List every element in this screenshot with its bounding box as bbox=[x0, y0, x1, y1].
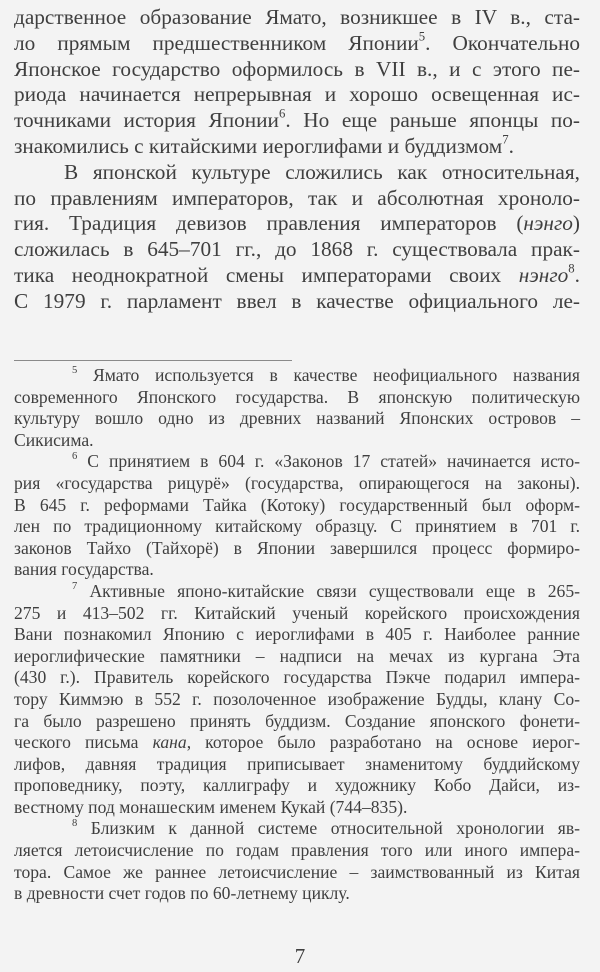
text-line bbox=[14, 451, 580, 473]
text-line bbox=[14, 495, 580, 517]
text-line bbox=[14, 82, 580, 108]
text-segment: проповеднику, поэту, каллиграфу и художнику Кобо Дайси, из- bbox=[14, 775, 580, 796]
text-segment: по правлениям императоров, так и абсолютная хроноло- bbox=[14, 185, 580, 210]
text-segment: гия. Традиция девизов правления императоров ( bbox=[14, 211, 524, 236]
text-line bbox=[14, 775, 580, 797]
text-segment: тору Киммэю в 552 г. позолоченное изображение Будды, клану Со- bbox=[14, 688, 580, 709]
footnote-ref: 5 bbox=[418, 29, 426, 44]
text-line bbox=[14, 581, 580, 603]
text-line bbox=[14, 186, 580, 212]
text-segment: вестному под монашеским именем Кукай (744–835). bbox=[14, 796, 408, 817]
text-segment: . Окончательно bbox=[425, 30, 580, 55]
text-segment: . bbox=[574, 262, 580, 287]
text-line bbox=[14, 5, 580, 31]
italic-term: кана bbox=[152, 732, 187, 753]
text-segment: Ямато используется в качестве неофициального названия bbox=[77, 365, 580, 385]
text-line bbox=[14, 289, 580, 315]
text-line bbox=[14, 237, 580, 263]
text-line bbox=[14, 31, 580, 57]
text-segment: лен по традиционному китайскому образцу. С принятием в 701 г. bbox=[14, 516, 580, 537]
text-segment: ло прямым предшественником Японии bbox=[14, 30, 419, 55]
text-line bbox=[14, 408, 580, 430]
text-segment: Сикисима. bbox=[14, 429, 94, 450]
footnote-ref: 6 bbox=[72, 451, 78, 463]
text-line bbox=[14, 818, 580, 840]
footnote-ref: 8 bbox=[72, 818, 78, 830]
footnote-ref: 8 bbox=[568, 261, 575, 276]
text-line bbox=[14, 667, 580, 689]
text-segment: знакомились с китайскими иероглифами и буддизмом bbox=[14, 133, 503, 158]
text-segment: точниками история Японии bbox=[14, 108, 279, 133]
text-segment: ляется летоисчисление по годам правления того или иного импера- bbox=[14, 840, 580, 861]
text-segment: Вани познакомил Японию с иероглифами в 405 г. Наиболее ранние bbox=[14, 624, 580, 645]
text-line bbox=[14, 387, 580, 409]
text-segment: . Но еще раньше японцы по- bbox=[285, 108, 580, 133]
footnotes bbox=[14, 365, 580, 905]
text-line bbox=[14, 862, 580, 884]
text-segment: сложилась в 645–701 гг., до 1868 г. существовала прак- bbox=[14, 237, 580, 262]
footnote-ref: 7 bbox=[72, 581, 78, 593]
text-segment: тора. Самое же раннее летоисчисление – заимствованный из Китая bbox=[14, 861, 580, 882]
text-line bbox=[14, 646, 580, 668]
text-line bbox=[14, 365, 580, 387]
text-segment: дарственное образование Ямато, возникшее в IV в., ста- bbox=[14, 5, 580, 29]
text-segment: рия «государства рицурё» (государства, опирающегося на законы). bbox=[14, 472, 580, 493]
text-line bbox=[14, 108, 580, 134]
text-segment: В японской культуре сложились как относительная, bbox=[64, 159, 580, 184]
text-line bbox=[14, 689, 580, 711]
text-segment: В 645 г. реформами Тайка (Котоку) государственный был оформ- bbox=[14, 494, 580, 515]
text-line bbox=[14, 211, 580, 237]
text-line bbox=[14, 797, 580, 819]
text-segment: ) bbox=[572, 211, 580, 236]
text-segment: га было разрешено принять буддизм. Создание японского фонети- bbox=[14, 710, 580, 731]
footnote-separator bbox=[14, 360, 292, 361]
footnote-ref: 6 bbox=[278, 106, 286, 121]
text-line bbox=[14, 57, 580, 83]
text-line bbox=[14, 603, 580, 625]
text-segment: лифов, давняя традиция приписывает знаменитому буддийскому bbox=[14, 753, 580, 774]
text-line bbox=[14, 624, 580, 646]
text-line bbox=[14, 516, 580, 538]
text-line bbox=[14, 883, 580, 905]
text-line bbox=[14, 134, 580, 160]
text-line bbox=[14, 754, 580, 776]
text-line bbox=[14, 840, 580, 862]
footnote-ref: 7 bbox=[502, 132, 509, 147]
text-line bbox=[14, 263, 580, 289]
text-segment: Японское государство оформилось в VII в., и с этого пе- bbox=[14, 56, 580, 81]
text-segment: законов Тайхо (Тайхорё) в Японии завершился процесс формиро- bbox=[14, 537, 580, 558]
text-line bbox=[14, 538, 580, 560]
text-segment: С принятием в 604 г. «Законов 17 статей» начинается исто- bbox=[77, 451, 580, 472]
text-segment: (430 г.). Правитель корейского государства Пэкче подарил импера- bbox=[14, 667, 580, 688]
text-segment: иероглифические памятники – надписи на мечах из кургана Эта bbox=[14, 645, 580, 666]
italic-term: нэнго bbox=[518, 262, 569, 287]
text-segment: ческого письма bbox=[14, 732, 153, 753]
text-line bbox=[14, 430, 580, 452]
text-line bbox=[14, 711, 580, 733]
text-segment: Близким к данной системе относительной хронологии яв- bbox=[77, 818, 580, 839]
text-segment: в древности счет годов по 60-летнему циклу. bbox=[14, 883, 350, 904]
text-segment: , которое было разработано на основе иерог- bbox=[186, 732, 580, 753]
footnote-ref: 5 bbox=[72, 365, 78, 377]
italic-term: нэнго bbox=[523, 211, 573, 236]
text-segment: тика неоднократной смены императорами своих bbox=[14, 262, 519, 287]
text-line bbox=[14, 473, 580, 495]
page-number: 7 bbox=[294, 944, 306, 968]
text-line bbox=[14, 160, 580, 186]
text-line bbox=[14, 559, 580, 581]
text-segment: С 1979 г. парламент ввел в качестве официального ле- bbox=[14, 288, 580, 313]
text-segment: вания государства. bbox=[14, 559, 154, 580]
text-segment: 275 и 413–502 гг. Китайский ученый корейского происхождения bbox=[14, 602, 580, 623]
main-text bbox=[14, 5, 580, 315]
text-segment: риода начинается непрерывная и хорошо освещенная ис- bbox=[14, 82, 580, 107]
text-segment: культуру вошло одно из древних названий Японских островов – bbox=[14, 408, 580, 429]
text-segment: . bbox=[508, 133, 514, 158]
text-line bbox=[14, 732, 580, 754]
text-segment: современного Японского государства. В японскую политическую bbox=[14, 386, 580, 407]
text-segment: Активные японо-китайские связи существовали еще в 265- bbox=[77, 580, 580, 601]
